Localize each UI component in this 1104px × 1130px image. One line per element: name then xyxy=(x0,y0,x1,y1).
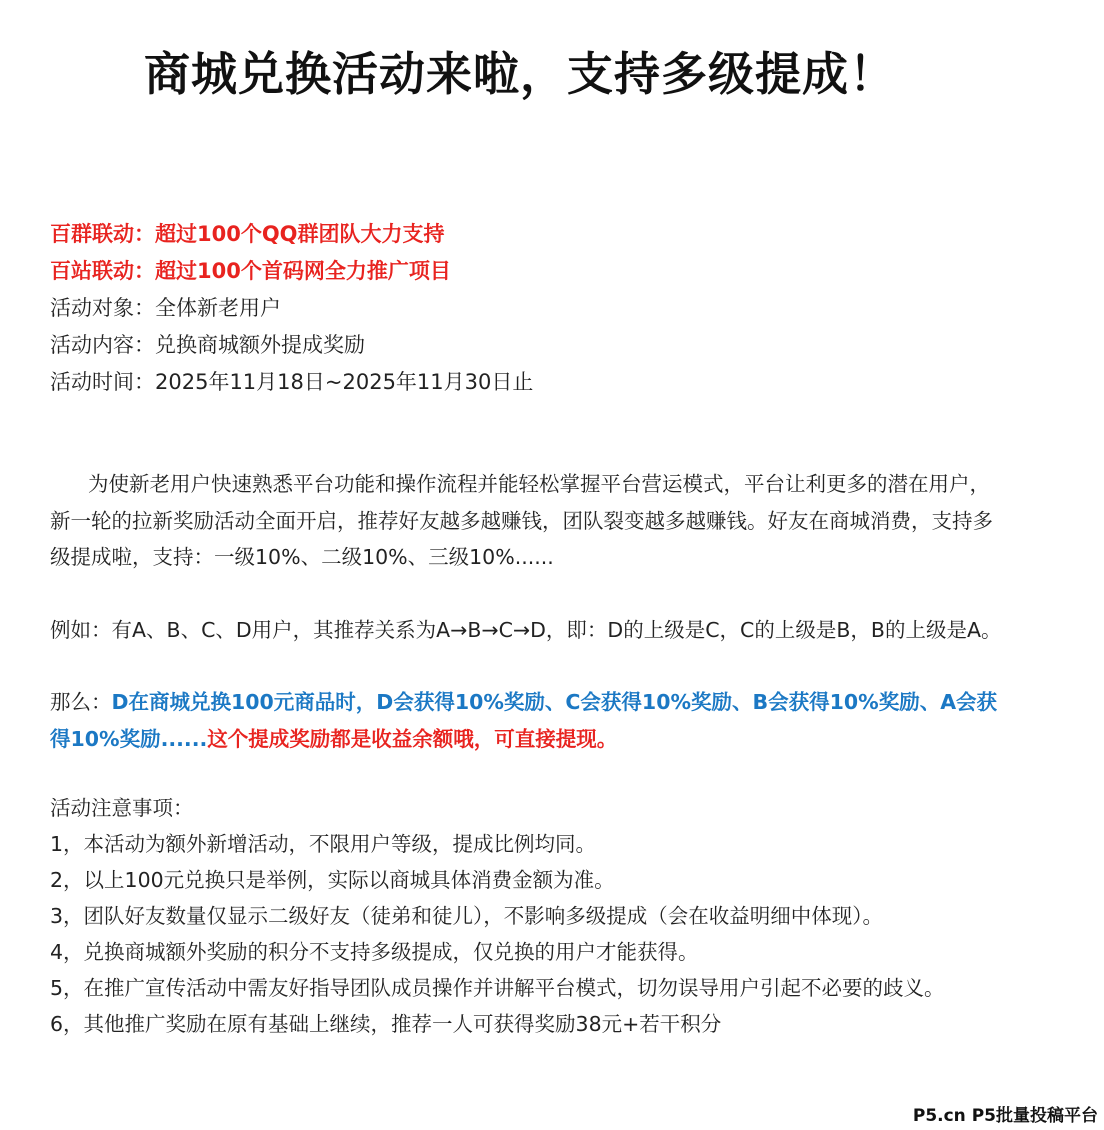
result-withdraw-text: 这个提成奖励都是收益余额哦，可直接提现。 xyxy=(207,726,618,751)
detail-value: 全体新老用户 xyxy=(155,296,281,320)
result-reward-text: D在商城兑换100元商品时，D会获得10%奖励、C会获得10%奖励、B会获得10%奖励、A会获得10%奖励...... xyxy=(50,690,998,751)
detail-target xyxy=(50,290,1050,327)
result-prefix: 那么： xyxy=(50,690,112,714)
highlight-websites: 百站联动：超过100个首码网全力推广项目 xyxy=(50,259,451,283)
detail-content xyxy=(50,327,1050,364)
detail-label: 活动对象： xyxy=(50,296,155,320)
detail-time xyxy=(50,364,1050,401)
note-item: 2，以上100元兑换只是举例，实际以商城具体消费金额为准。 xyxy=(50,868,615,892)
notes-title: 活动注意事项： xyxy=(50,796,194,820)
note-item: 3，团队好友数量仅显示二级好友（徒弟和徒儿），不影响多级提成（会在收益明细中体现）。 xyxy=(50,904,884,928)
activity-info xyxy=(50,216,1050,401)
note-item: 4，兑换商城额外奖励的积分不支持多级提成，仅兑换的用户才能获得。 xyxy=(50,940,699,964)
highlight-qq-groups: 百群联动：超过100个QQ群团队大力支持 xyxy=(50,222,445,246)
example-paragraph: 例如：有A、B、C、D用户，其推荐关系为A→B→C→D，即：D的上级是C，C的上级是B，B的上级是A。 xyxy=(50,618,1002,642)
note-item: 5，在推广宣传活动中需友好指导团队成员操作并讲解平台模式，切勿误导用户引起不必要的歧义。 xyxy=(50,976,945,1000)
notes-section xyxy=(50,790,1010,1042)
result-paragraph xyxy=(50,684,1010,757)
intro-paragraph: 为使新老用户快速熟悉平台功能和操作流程并能轻松掌握平台营运模式，平台让利更多的潜在用户，新一轮的拉新奖励活动全面开启，推荐好友越多越赚钱，团队裂变越多越赚钱。好友在商城消费，支持多级提成啦，支持：一级10%、二级10%、三级10%...... xyxy=(50,472,993,569)
detail-label: 活动内容： xyxy=(50,333,155,357)
note-item: 1，本活动为额外新增活动，不限用户等级，提成比例均同。 xyxy=(50,832,597,856)
page-title: 商城兑换活动来啦，支持多级提成！ xyxy=(144,47,896,101)
watermark: P5.cn P5批量投稿平台 xyxy=(912,1106,1098,1126)
detail-value: 兑换商城额外提成奖励 xyxy=(155,333,365,357)
detail-label: 活动时间： xyxy=(50,370,155,394)
note-item: 6，其他推广奖励在原有基础上继续，推荐一人可获得奖励38元+若干积分 xyxy=(50,1012,722,1036)
detail-value: 2025年11月18日~2025年11月30日止 xyxy=(155,370,534,394)
